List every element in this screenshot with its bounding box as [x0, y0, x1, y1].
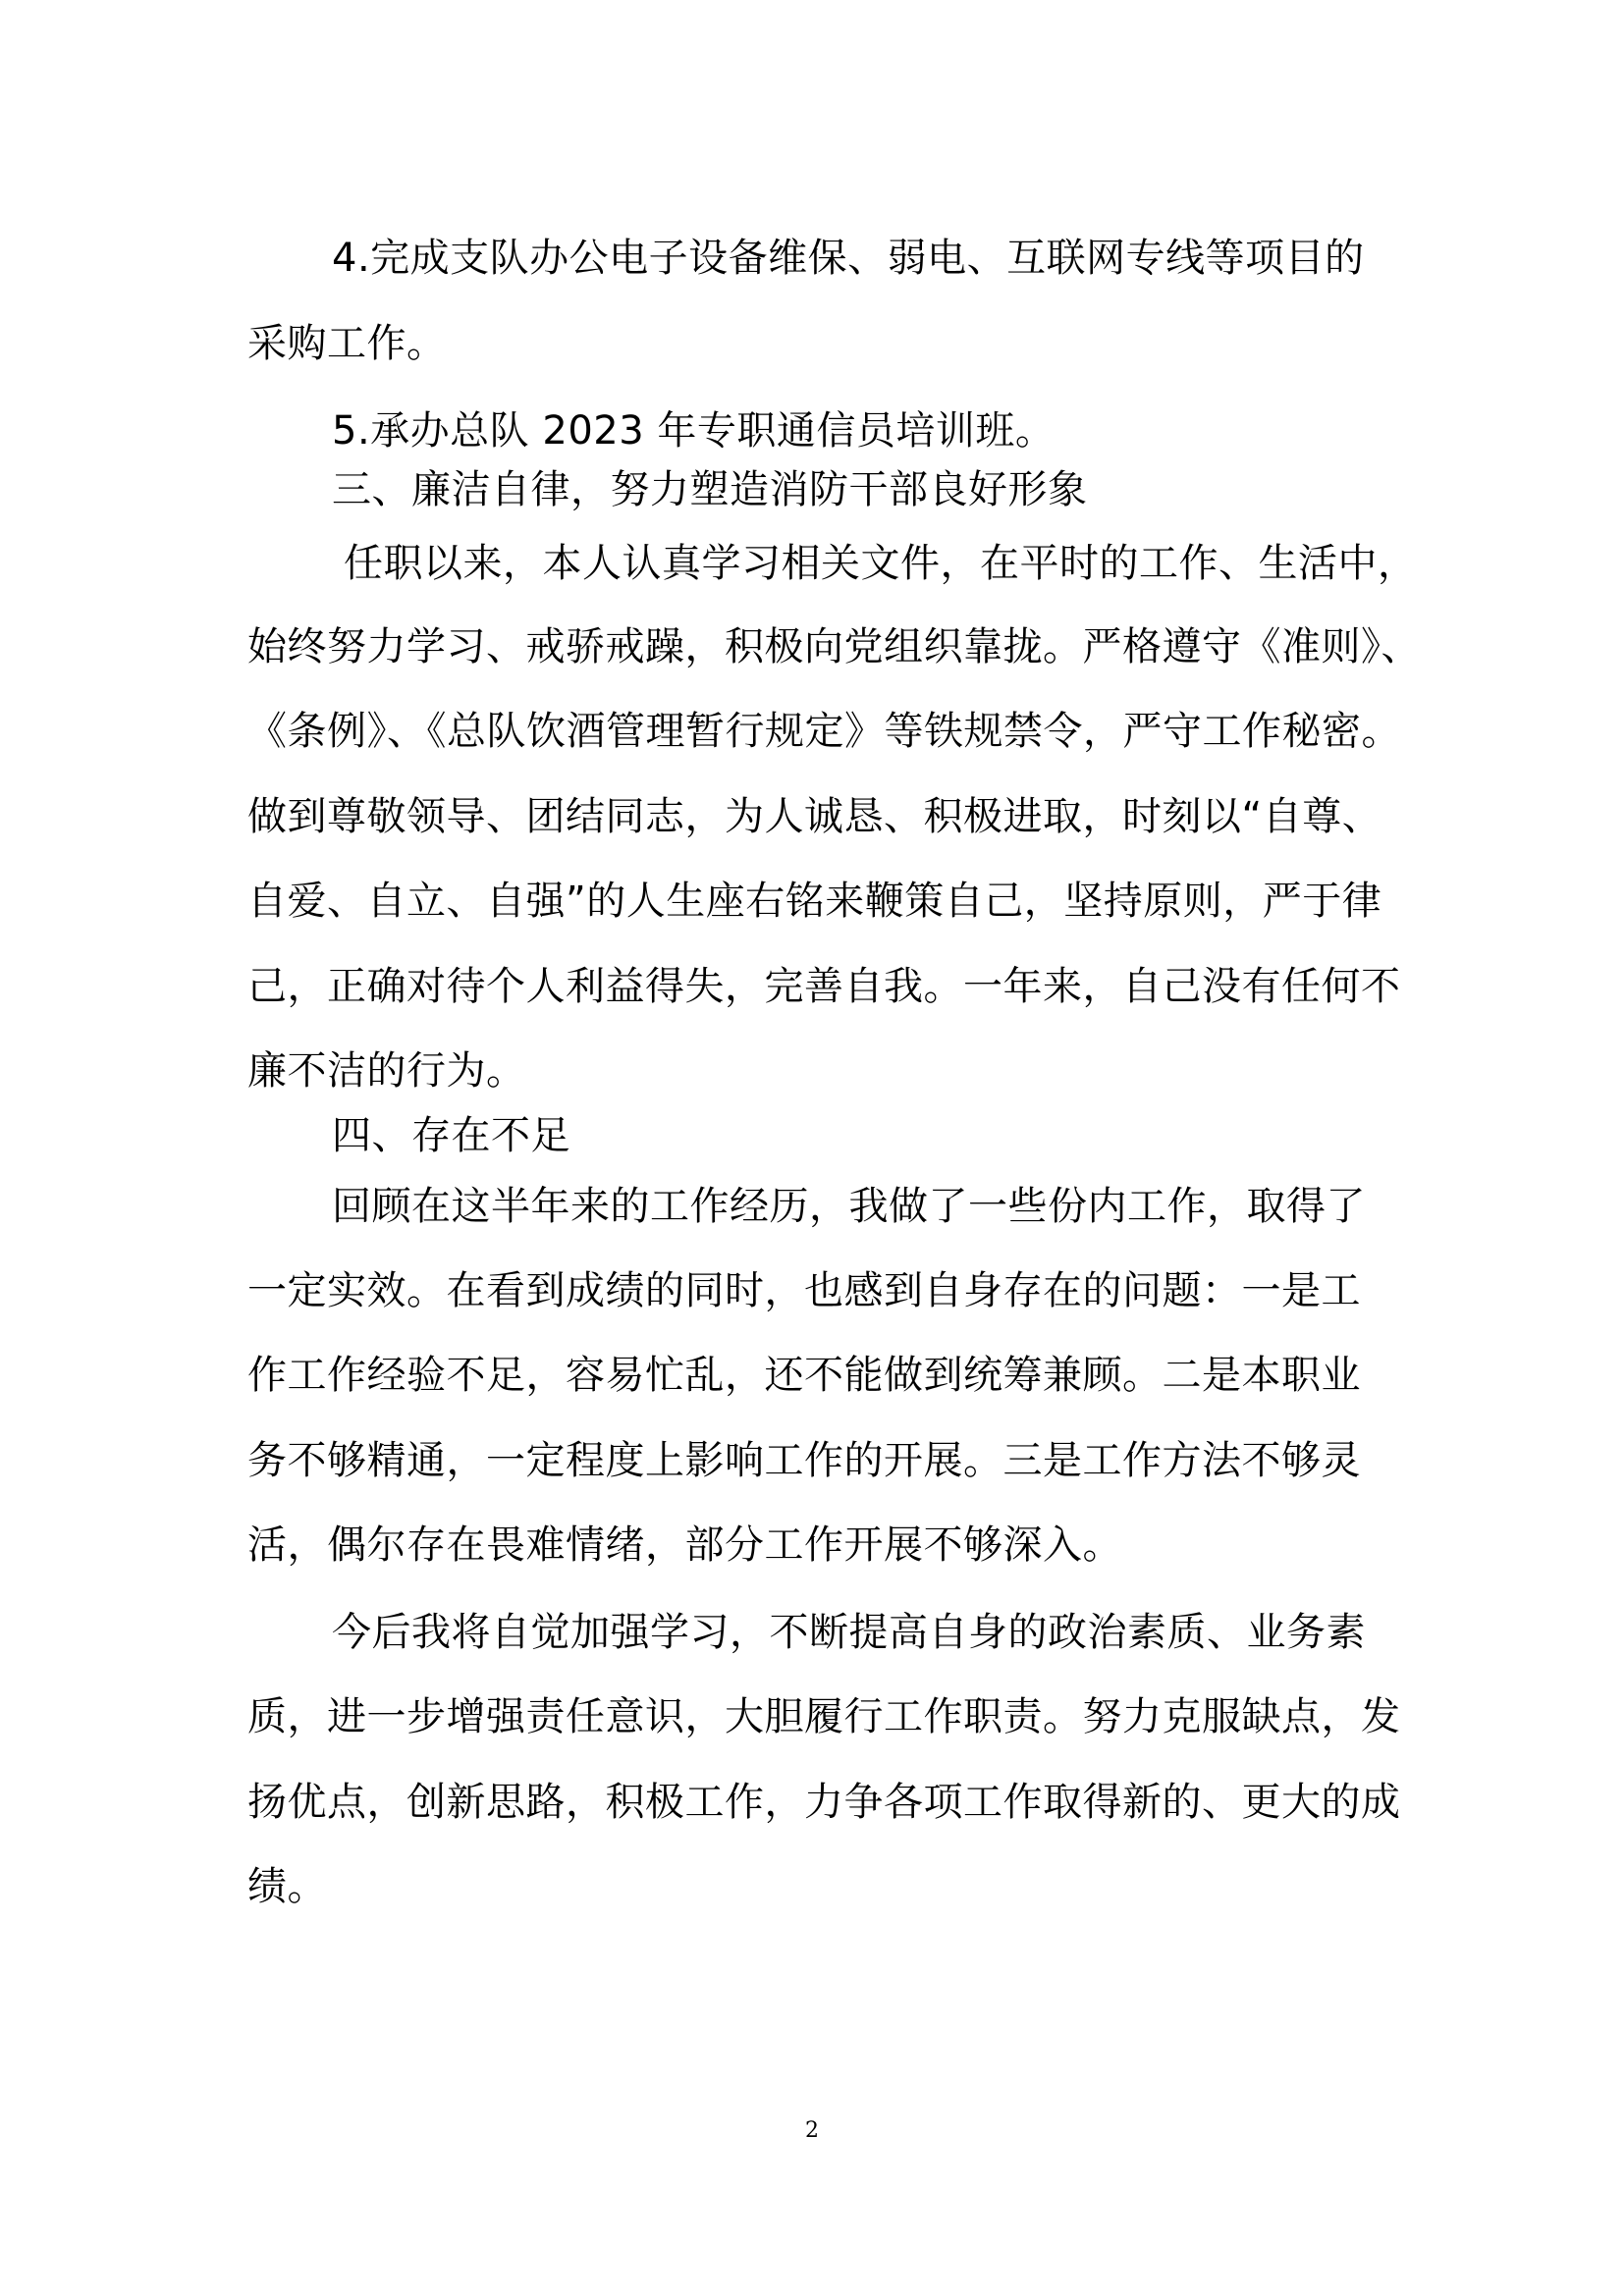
section-heading: 四、存在不足 — [332, 1113, 570, 1158]
text-line: 采购工作。 — [247, 321, 447, 366]
section-heading: 三、廉洁自律，努力塑造消防干部良好形象 — [332, 467, 1088, 512]
page-number: 2 — [805, 2118, 819, 2143]
text-line: 始终努力学习、戒骄戒躁，积极向党组织靠拢。严格遵守《准则》、 — [247, 624, 1421, 669]
text-line: 任职以来，本人认真学习相关文件，在平时的工作、生活中， — [344, 541, 1418, 586]
text-line: 5.承办总队 2023 年专职通信员培训班。 — [332, 408, 1056, 454]
text-line: 廉不洁的行为。 — [247, 1048, 526, 1094]
text-line: 务不够精通，一定程度上影响工作的开展。三是工作方法不够灵 — [247, 1438, 1361, 1483]
text-line: 己，正确对待个人利益得失，完善自我。一年来，自己没有任何不 — [247, 964, 1401, 1009]
text-line: 扬优点，创新思路，积极工作，力争各项工作取得新的、更大的成 — [247, 1780, 1401, 1825]
text-line: 绩。 — [247, 1864, 327, 1909]
text-line: 作工作经验不足，容易忙乱，还不能做到统筹兼顾。二是本职业 — [247, 1353, 1361, 1398]
text-line: 活，偶尔存在畏难情绪，部分工作开展不够深入。 — [247, 1522, 1122, 1568]
text-line: 自爱、自立、自强”的人生座右铭来鞭策自己，坚持原则，严于律 — [247, 879, 1382, 924]
text-line: 回顾在这半年来的工作经历，我做了一些份内工作，取得了 — [332, 1184, 1366, 1229]
text-line: 今后我将自觉加强学习，不断提高自身的政治素质、业务素 — [332, 1610, 1366, 1655]
text-line: 一定实效。在看到成绩的同时，也感到自身存在的问题：一是工 — [247, 1268, 1361, 1313]
text-line: 质，进一步增强责任意识，大胆履行工作职责。努力克服缺点，发 — [247, 1694, 1401, 1739]
text-line: 做到尊敬领导、团结同志，为人诚恳、积极进取，时刻以“自尊、 — [247, 794, 1382, 839]
text-line: 《条例》、《总队饮酒管理暂行规定》等铁规禁令，严守工作秘密。 — [247, 709, 1401, 754]
text-line: 4.完成支队办公电子设备维保、弱电、互联网专线等项目的 — [332, 236, 1365, 281]
